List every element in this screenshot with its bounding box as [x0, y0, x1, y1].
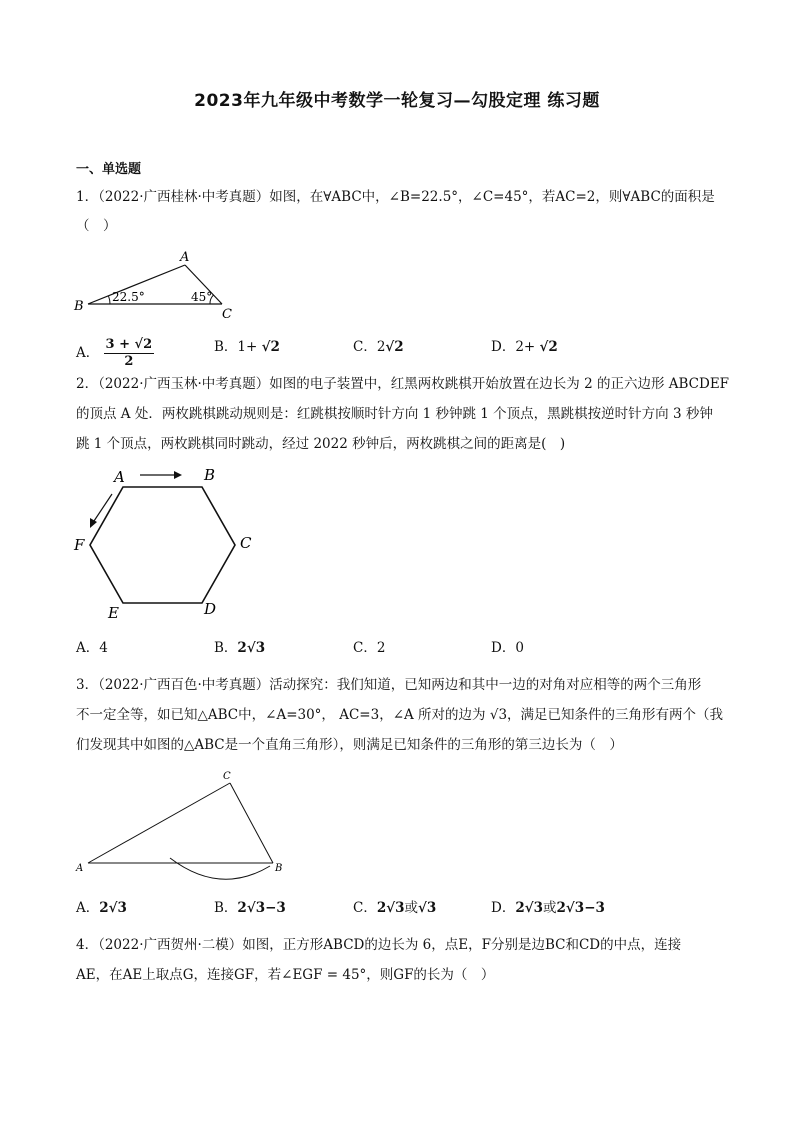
q1-option-d-label: D．2+: [491, 339, 540, 355]
q3-option-d-tail: −3: [584, 900, 605, 916]
q3-option-a[interactable]: A．2√3: [76, 900, 127, 916]
q3-option-b[interactable]: B．2√3−3: [214, 900, 286, 916]
q1-option-c-label: C．2: [353, 339, 386, 355]
q2-arrow-right-head: [174, 471, 182, 479]
q3-option-a-rad: 3: [117, 900, 127, 916]
q1-option-b-rad: 2: [270, 339, 280, 355]
q4-stem-line1: 4．（2022·广西贺州·二模）如图，正方形ABCD的边长为 6，点E，F分别是边BC和CD的中点，连接: [76, 937, 682, 953]
q3-arc: [170, 858, 270, 879]
q2-option-d[interactable]: D．0: [491, 640, 524, 656]
q2-option-c[interactable]: C．2: [353, 640, 386, 656]
q2-label-c: C: [240, 534, 252, 552]
q3-option-d-rad2: 3: [574, 900, 585, 916]
q4-stem-line2: AE，在AE上取点G，连接GF，若∠EGF = 45°，则GF的长为（ ）: [76, 967, 495, 983]
q1-angle-c-label: 45°: [191, 290, 213, 304]
q2-option-b[interactable]: B．2√3: [214, 640, 266, 656]
q3-option-b-tail: −3: [265, 900, 286, 916]
q2-stem-line3: 跳 1 个顶点，两枚跳棋同时跳动，经过 2022 秒钟后，两枚跳棋之间的距离是( ): [76, 436, 566, 452]
q1-option-b-label: B．1+: [214, 339, 262, 355]
q2-label-b: B: [204, 466, 216, 484]
q3-option-b-label: B．: [214, 900, 238, 916]
q2-stem-line1: 2．（2022·广西玉林·中考真题）如图的电子装置中，红黑两枚跳棋开始放置在边长为 2 的正六边形 ABCDEF: [76, 376, 730, 392]
q3-option-d-label: D．: [491, 900, 516, 916]
page-title: 2023年九年级中考数学一轮复习—勾股定理 练习题: [194, 91, 600, 111]
q3-option-b-coef: 2: [237, 900, 247, 916]
q3-option-c[interactable]: C．2√3或√3: [353, 900, 437, 916]
q2-label-f: F: [74, 536, 85, 554]
q3-option-d-mid: 或: [543, 900, 557, 916]
q1-option-c[interactable]: C．2√2: [353, 339, 404, 355]
q2-arrow-down: [92, 494, 112, 524]
q3-option-d-coef: 2: [515, 900, 525, 916]
q2-hexagon: [90, 487, 235, 603]
q3-option-c-mid: 或: [404, 900, 419, 916]
section-heading: 一、单选题: [76, 162, 142, 177]
q2-option-b-coef: 2: [237, 640, 247, 656]
q1-option-c-rad: 2: [394, 339, 404, 355]
q1-stem-line2: （ ）: [76, 218, 117, 234]
q3-stem-line3: 们发现其中如图的△ABC是一个直角三角形），则满足已知条件的三角形的第三边长为（ ）: [76, 737, 623, 753]
q3-label-b: B: [275, 863, 283, 874]
q3-option-c-label: C．: [353, 900, 377, 916]
q1-label-b: B: [74, 299, 84, 314]
q3-side-ac: [88, 783, 230, 863]
q3-stem-line1: 3．（2022·广西百色·中考真题）活动探究：我们知道，已知两边和其中一边的对角对应相等的两个三角形: [76, 677, 702, 693]
q2-option-b-label: B．: [214, 640, 238, 656]
q1-option-a-label: A．: [76, 345, 100, 361]
q3-option-c-rad2: 3: [426, 900, 437, 916]
q3-option-c-rad: 3: [395, 900, 405, 916]
q1-label-a: A: [180, 250, 190, 265]
q1-option-a-rad: 2: [143, 337, 153, 352]
q1-option-a-fraction: $\frac{3 + √2}{2}$: [105, 337, 153, 369]
q2-option-b-rad: 3: [255, 640, 266, 656]
q2-option-a[interactable]: A．4: [76, 640, 108, 656]
q3-option-b-rad: 3: [255, 900, 266, 916]
q1-label-c: C: [222, 307, 232, 322]
q3-stem-line2: 不一定全等，如已知△ABC中，∠A=30°， AC=3，∠A 所对的边为 √3，满足已知条件的三角形有两个（我: [76, 707, 724, 723]
q3-option-d-coef2: 2: [556, 900, 566, 916]
q2-hexagon-figure: [70, 460, 270, 630]
q2-arrow-down-head: [90, 518, 97, 528]
q1-triangle-figure: [70, 248, 240, 344]
q2-label-d: D: [204, 600, 217, 618]
q3-option-d-rad: 3: [533, 900, 544, 916]
q2-label-e: E: [108, 604, 119, 622]
q1-option-d[interactable]: D．2+ √2: [491, 339, 558, 355]
q1-option-a-den: 2: [124, 354, 134, 369]
q1-option-d-rad: 2: [548, 339, 558, 355]
q3-option-c-coef: 2: [376, 900, 387, 916]
q1-angle-b-label: 22.5°: [112, 290, 145, 304]
q1-option-a[interactable]: [76, 337, 154, 370]
q1-stem-line1: 1．（2022·广西桂林·中考真题）如图，在∀ABC中，∠B=22.5°，∠C=45°，若AC=2，则∀ABC的面积是: [76, 189, 715, 205]
q3-option-a-label: A．: [76, 900, 100, 916]
q3-label-c: C: [223, 771, 231, 782]
q1-angle-b-arc: [109, 296, 111, 304]
q3-label-a: A: [76, 863, 84, 874]
q2-label-a: A: [114, 468, 125, 486]
q3-option-a-coef: 2: [99, 900, 109, 916]
q2-stem-line2: 的顶点 A 处．两枚跳棋跳动规则是：红跳棋按顺时针方向 1 秒钟跳 1 个顶点，黑跳棋按逆时针方向 3 秒钟: [76, 406, 713, 422]
q3-option-d[interactable]: D．2√3或2√3−3: [491, 900, 605, 916]
q3-side-cb: [230, 783, 273, 863]
q1-option-a-num: 3 +: [105, 337, 135, 352]
q3-triangle-figure: [70, 766, 300, 878]
q1-option-b[interactable]: B．1+ √2: [214, 339, 280, 355]
